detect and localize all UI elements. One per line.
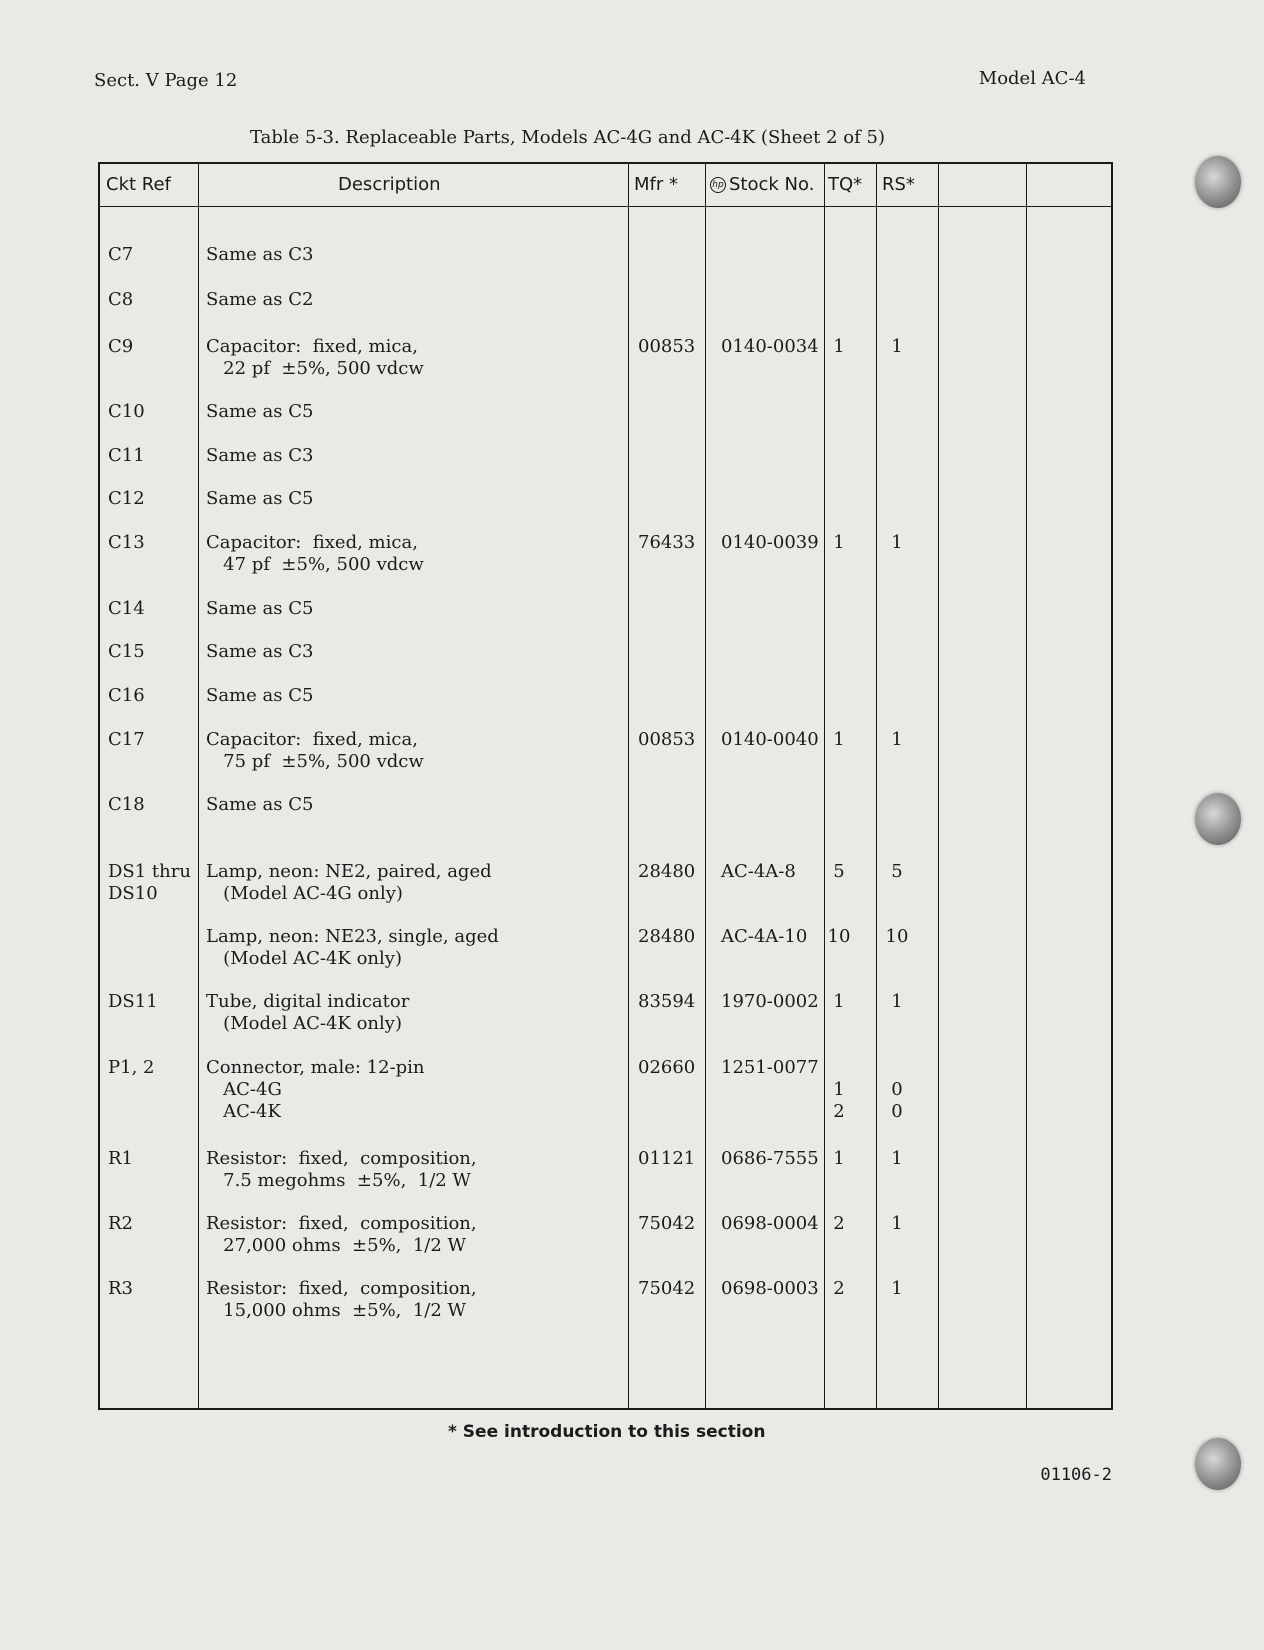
cell-stock: 1251-0077: [721, 1057, 819, 1078]
cell-desc: Same as C2: [206, 289, 314, 310]
cell-ref: C12: [108, 488, 145, 509]
cell-desc: Tube, digital indicator (Model AC-4K only): [206, 991, 410, 1034]
table-title: Table 5-3. Replaceable Parts, Models AC-4G and AC-4K (Sheet 2 of 5): [250, 127, 885, 148]
header-tq: TQ*: [828, 174, 863, 195]
cell-rs: 1: [891, 336, 903, 357]
cell-ref: R1: [108, 1148, 134, 1169]
cell-stock: AC-4A-10: [721, 926, 808, 947]
cell-desc: Same as C3: [206, 244, 314, 265]
cell-ref: C16: [108, 685, 145, 706]
cell-mfr: 00853: [638, 729, 696, 750]
footnote: * See introduction to this section: [448, 1422, 766, 1442]
model-label: Model AC-4: [978, 68, 1086, 89]
cell-ref: C10: [108, 401, 145, 422]
cell-stock: 0698-0003: [721, 1278, 819, 1299]
document-number: 01106-2: [1040, 1465, 1112, 1485]
parts-table: [98, 162, 1113, 1410]
cell-rs: 1: [891, 1278, 903, 1299]
cell-ref: R2: [108, 1213, 134, 1234]
binder-hole-bottom: [1195, 1438, 1241, 1490]
cell-stock: 0140-0039: [721, 532, 819, 553]
cell-rs: 1: [891, 1213, 903, 1234]
cell-ref: C18: [108, 794, 145, 815]
cell-ref: DS1 thru DS10: [108, 861, 191, 904]
cell-ref: C13: [108, 532, 145, 553]
header-rs: RS*: [882, 174, 915, 195]
cell-stock: AC-4A-8: [721, 861, 796, 882]
cell-ref: DS11: [108, 991, 158, 1012]
cell-desc: Same as C5: [206, 401, 314, 422]
cell-mfr: 01121: [638, 1148, 696, 1169]
cell-tq: 1: [833, 336, 845, 357]
binder-hole-middle: [1195, 793, 1241, 845]
cell-desc: Connector, male: 12-pin AC-4G AC-4K: [206, 1057, 425, 1122]
cell-ref: C11: [108, 445, 145, 466]
cell-mfr: 02660: [638, 1057, 696, 1078]
cell-rs: 0 0: [891, 1079, 903, 1122]
cell-ref: C17: [108, 729, 145, 750]
cell-rs: 1: [891, 532, 903, 553]
cell-desc: Lamp, neon: NE23, single, aged (Model AC-4K only): [206, 926, 499, 969]
section-page-label: Sect. V Page 12: [94, 70, 238, 91]
cell-rs: 5: [891, 861, 903, 882]
cell-desc: Capacitor: fixed, mica, 22 pf ±5%, 500 vdcw: [206, 336, 424, 379]
cell-ref: C14: [108, 598, 145, 619]
cell-stock: 0140-0034: [721, 336, 819, 357]
cell-stock: 0140-0040: [721, 729, 819, 750]
cell-mfr: 28480: [638, 926, 696, 947]
cell-desc: Resistor: fixed, composition, 15,000 ohms ±5%, 1/2 W: [206, 1278, 477, 1321]
cell-rs: 1: [891, 729, 903, 750]
cell-mfr: 75042: [638, 1213, 696, 1234]
cell-desc: Capacitor: fixed, mica, 75 pf ±5%, 500 vdcw: [206, 729, 424, 772]
header-ckt-ref: Ckt Ref: [106, 174, 171, 195]
cell-stock: 0698-0004: [721, 1213, 819, 1234]
cell-tq: 10: [827, 926, 851, 947]
cell-desc: Same as C3: [206, 641, 314, 662]
cell-desc: Capacitor: fixed, mica, 47 pf ±5%, 500 vdcw: [206, 532, 424, 575]
cell-mfr: 28480: [638, 861, 696, 882]
cell-ref: C9: [108, 336, 134, 357]
cell-tq: 5: [833, 861, 845, 882]
cell-ref: C15: [108, 641, 145, 662]
cell-mfr: 83594: [638, 991, 696, 1012]
cell-desc: Same as C5: [206, 794, 314, 815]
cell-desc: Same as C5: [206, 488, 314, 509]
cell-desc: Same as C5: [206, 685, 314, 706]
cell-tq: 2: [833, 1213, 845, 1234]
cell-desc: Resistor: fixed, composition, 7.5 megohms ±5%, 1/2 W: [206, 1148, 477, 1191]
cell-stock: 1970-0002: [721, 991, 819, 1012]
cell-rs: 1: [891, 991, 903, 1012]
cell-rs: 10: [885, 926, 909, 947]
hp-logo-icon: hp: [710, 177, 726, 193]
cell-tq: 1: [833, 991, 845, 1012]
cell-desc: Same as C3: [206, 445, 314, 466]
cell-ref: P1, 2: [108, 1057, 155, 1078]
header-stock-no: [710, 174, 814, 195]
cell-ref: C7: [108, 244, 134, 265]
cell-stock: 0686-7555: [721, 1148, 819, 1169]
cell-mfr: 76433: [638, 532, 696, 553]
cell-tq: 1: [833, 532, 845, 553]
cell-tq: 1: [833, 729, 845, 750]
header-mfr: Mfr *: [634, 174, 678, 195]
cell-ref: C8: [108, 289, 134, 310]
binder-hole-top: [1195, 156, 1241, 208]
cell-tq: 2: [833, 1278, 845, 1299]
header-description: Description: [338, 174, 441, 195]
header-stock-no-label: Stock No.: [729, 174, 815, 195]
cell-ref: R3: [108, 1278, 134, 1299]
cell-rs: 1: [891, 1148, 903, 1169]
cell-tq: 1: [833, 1148, 845, 1169]
cell-mfr: 00853: [638, 336, 696, 357]
cell-tq: 1 2: [833, 1079, 845, 1122]
cell-mfr: 75042: [638, 1278, 696, 1299]
cell-desc: Lamp, neon: NE2, paired, aged (Model AC-4G only): [206, 861, 492, 904]
cell-desc: Resistor: fixed, composition, 27,000 ohms ±5%, 1/2 W: [206, 1213, 477, 1256]
cell-desc: Same as C5: [206, 598, 314, 619]
